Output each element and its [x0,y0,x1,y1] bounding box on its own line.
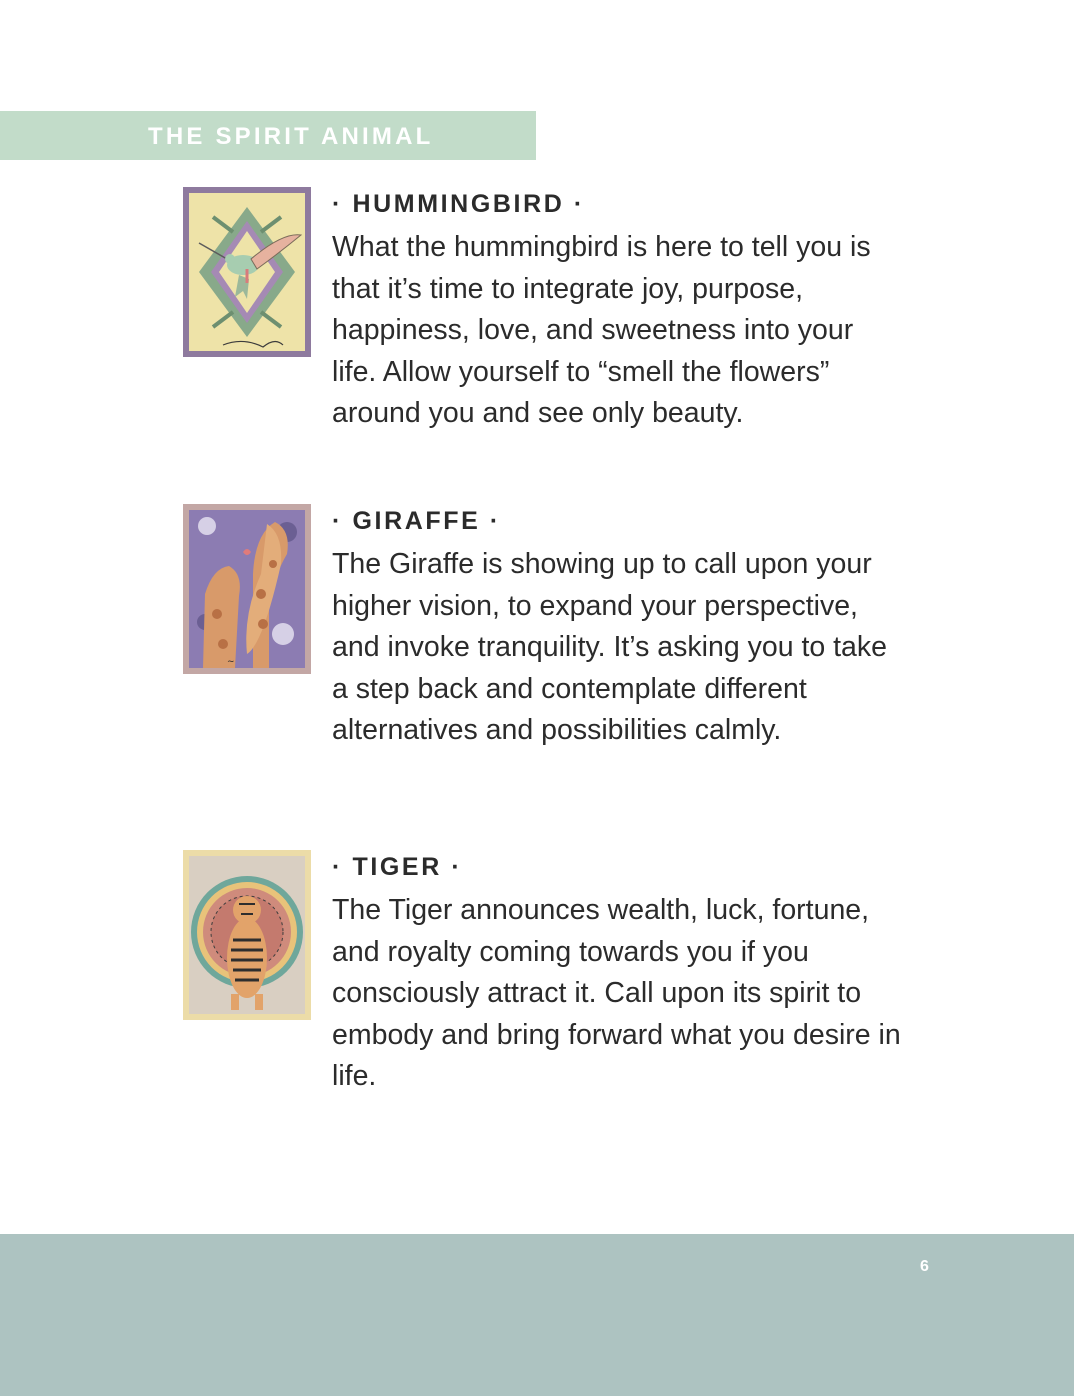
tiger-illustration [183,850,311,1020]
section-banner [0,111,536,160]
animal-entry-tiger [183,850,903,1100]
giraffe-illustration [183,504,311,674]
giraffe-card-image [183,504,311,674]
tiger-heading: · TIGER · [332,853,463,881]
hummingbird-description: What the hummingbird is here to tell you is that it’s time to integrate joy, purpose, happiness, love, and sweetness into your life. Allow yourself to “smell the flowers” around you and see only beauty. [332,231,871,429]
section-title: THE SPIRIT ANIMAL [148,123,434,150]
tiger-card-image [183,850,311,1020]
animal-entry-hummingbird [183,187,903,477]
hummingbird-card-image [183,187,311,357]
giraffe-text-block [332,504,902,752]
hummingbird-heading: · HUMMINGBIRD · [332,190,585,218]
footer-band [0,1234,1074,1396]
animal-entry-giraffe [183,504,903,804]
hummingbird-text-block [332,187,902,435]
tiger-description: The Tiger announces wealth, luck, fortune, and royalty coming towards you if you consciously attract it. Call upon its spirit to embody and bring forward what you desire in life. [332,894,901,1092]
hummingbird-illustration [183,187,311,357]
svg-text:~: ~ [227,657,235,667]
giraffe-heading: · GIRAFFE · [332,507,501,535]
page-number: 6 [920,1258,929,1275]
giraffe-description: The Giraffe is showing up to call upon your higher vision, to expand your perspective, and invoke tranquility. It’s asking you to take a step back and contemplate different alternatives and possibilities calmly. [332,548,888,746]
tiger-text-block [332,850,902,1098]
